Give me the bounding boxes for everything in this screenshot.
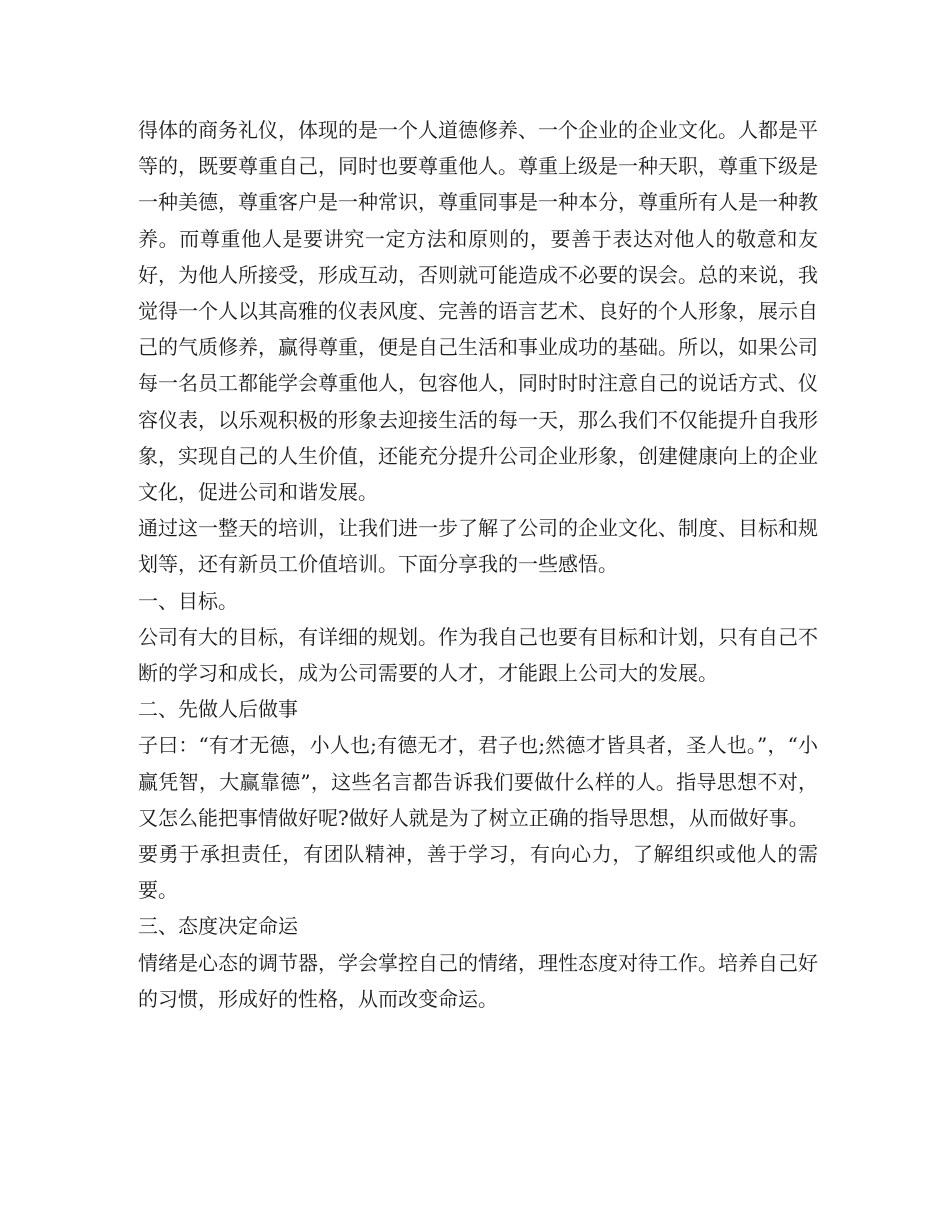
paragraph-confucius-quote: 子曰：“有才无德，小人也;有德无才，君子也;然德才皆具者，圣人也。”，“小赢凭智，大赢靠德”，这些名言都告诉我们要做什么样的人。指导思想不对，又怎么能把事情做好呢?做好人就是为了树立正确的指导思想，从而做好事。 (138, 733, 818, 830)
paragraph-training-intro: 通过这一整天的培训，让我们进一步了解了公司的企业文化、制度、目标和规划等，还有新员工价值培训。下面分享我的一些感悟。 (138, 516, 818, 577)
paragraph-business-etiquette: 得体的商务礼仪，体现的是一个人道德修养、一个企业的企业文化。人都是平等的，既要尊重自己，同时也要尊重他人。尊重上级是一种天职，尊重下级是一种美德，尊重客户是一种常识，尊重同事是一种本分，尊重所有人是一种教养。而尊重他人是要讲究一定方法和原则的，要善于表达对他人的敬意和友好，为他人所接受，形成互动，否则就可能造成不必要的误会。总的来说，我觉得一个人以其高雅的仪表风度、完善的语言艺术、良好的个人形象，展示自己的气质修养，赢得尊重，便是自己生活和事业成功的基础。所以，如果公司每一名员工都能学会尊重他人，包容他人，同时时时注意自己的说话方式、仪容仪表，以乐观积极的形象去迎接生活的每一天，那么我们不仅能提升自我形象，实现自己的人生价值，还能充分提升公司企业形象，创建健康向上的企业文化，促进公司和谐发展。 (138, 118, 818, 505)
paragraph-goals: 公司有大的目标，有详细的规划。作为我自己也要有目标和计划，只有自己不断的学习和成长，成为公司需要的人才，才能跟上公司大的发展。 (138, 624, 818, 686)
document-body (138, 112, 818, 1017)
section-heading-attitude: 三、态度决定命运 (138, 914, 298, 939)
paragraph-responsibility: 要勇于承担责任，有团队精神，善于学习，有向心力，了解组织或他人的需要。 (138, 842, 818, 903)
paragraph-emotions: 情绪是心态的调节器，学会掌控自己的情绪，理性态度对待工作。培养自己好的习惯，形成好的性格，从而改变命运。 (138, 950, 818, 1011)
section-heading-character: 二、先做人后做事 (138, 697, 298, 722)
section-heading-goals: 一、目标。 (138, 588, 238, 613)
